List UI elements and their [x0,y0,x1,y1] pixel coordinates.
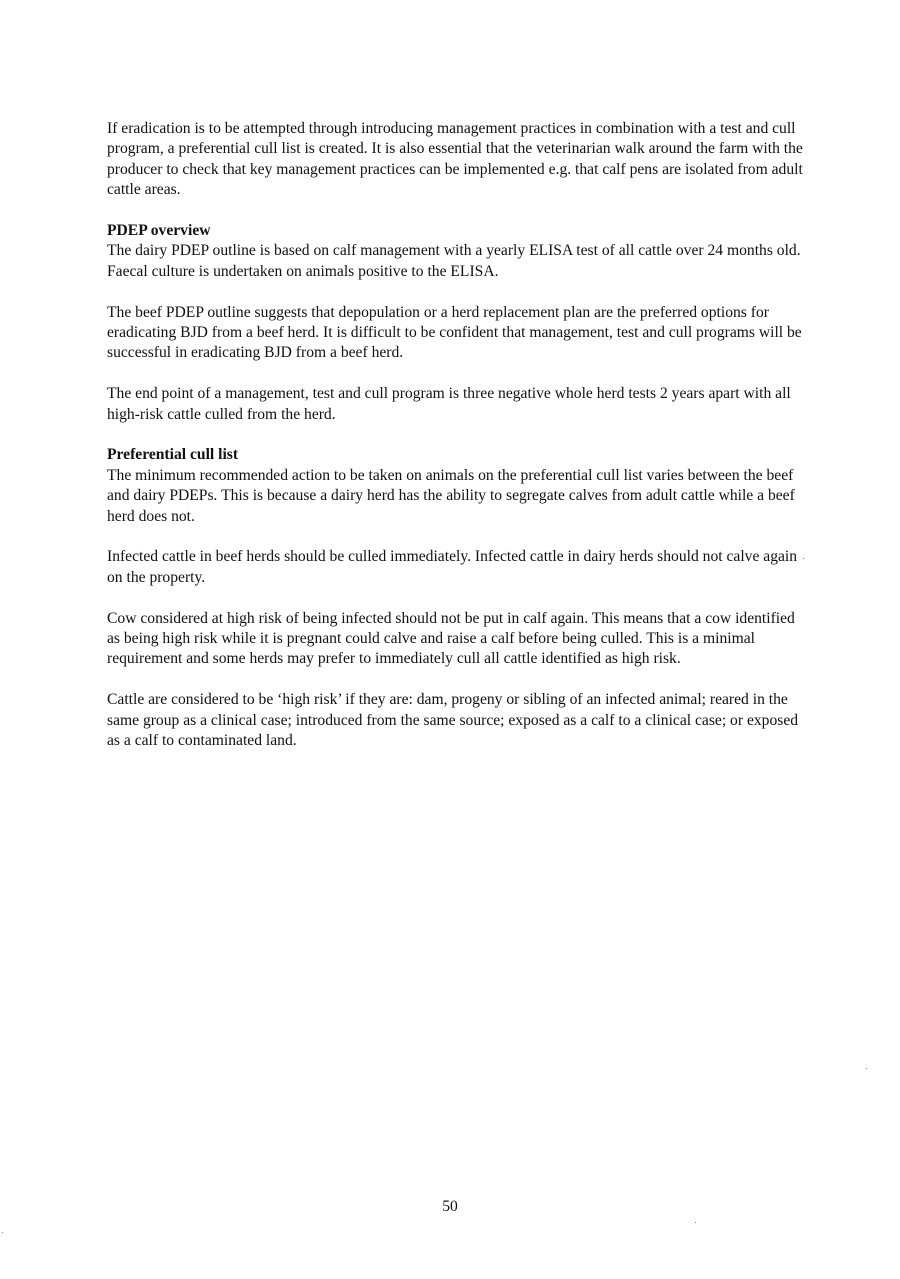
scan-speck [695,1222,696,1223]
cull-list-minimum-action-paragraph: The minimum recommended action to be taken on animals on the preferential cull list varies between the beef and dairy PDEPs. This is because a dairy herd has the ability to segregate calves from adult cattle while a beef herd does not. [107,466,795,525]
scan-speck [866,1068,867,1069]
cull-list-infected-cattle-paragraph: Infected cattle in beef herds should be culled immediately. Infected cattle in dairy herds should not calve again on the property. [107,548,798,586]
section-heading-preferential-cull-list: Preferential cull list [107,446,239,464]
pdep-beef-paragraph: The beef PDEP outline suggests that depopulation or a herd replacement plan are the preferred options for eradicating BJD from a beef herd. It is difficult to be confident that management, test and cull programs will be successful in eradicating BJD from a beef herd. [107,303,802,362]
section-heading-pdep-overview: PDEP overview [107,222,211,240]
intro-paragraph: If eradication is to be attempted through introducing management practices in combination with a test and cull program, a preferential cull list is created. It is also essential that the veterinarian walk around the farm with the producer to check that key management practices can be implemented e.g. that calf pens are isolated from adult cattle areas. [107,120,803,199]
page-number: 50 [442,1198,458,1215]
page-body [107,119,807,772]
cull-list-high-risk-definition-paragraph: Cattle are considered to be ‘high risk’ if they are: dam, progeny or sibling of an infected animal; reared in the same group as a clinical case; introduced from the same source; exposed as a calf to a clinical case; or exposed as a calf to contaminated land. [107,691,799,750]
pdep-dairy-paragraph: The dairy PDEP outline is based on calf management with a yearly ELISA test of all cattle over 24 months old. Faecal culture is undertaken on animals positive to the ELISA. [107,242,801,280]
pdep-end-point-paragraph: The end point of a management, test and cull program is three negative whole herd tests 2 years apart with all high-risk cattle culled from the herd. [107,385,791,423]
scan-speck [803,558,804,559]
cull-list-high-risk-cow-paragraph: Cow considered at high risk of being infected should not be put in calf again. This means that a cow identified as being high risk while it is pregnant could calve and raise a calf before being culled. This is a minimal requirement and some herds may prefer to immediately cull all cattle identified as high risk. [107,609,795,668]
scan-speck [2,1232,3,1233]
